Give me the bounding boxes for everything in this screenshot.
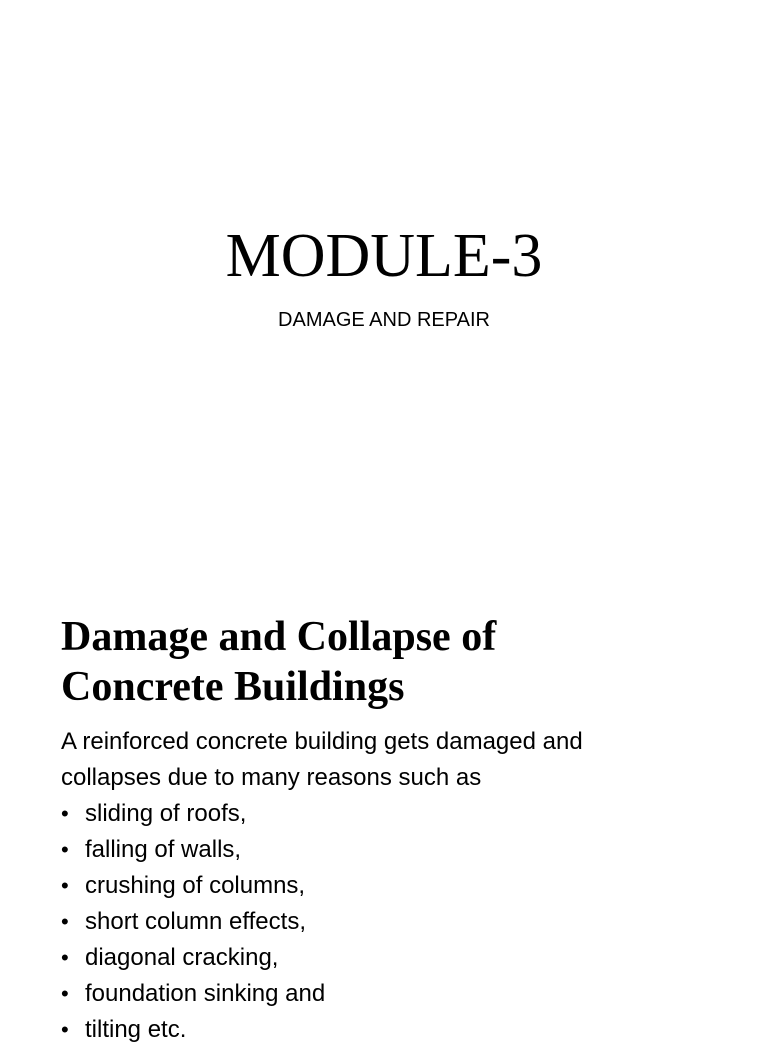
module-subtitle: DAMAGE AND REPAIR <box>278 309 490 331</box>
list-item <box>61 832 741 868</box>
list-item-text: foundation sinking and <box>85 980 326 1007</box>
reasons-list <box>61 796 741 1048</box>
list-item <box>61 796 741 832</box>
content-title-line-2: Concrete Buildings <box>61 664 405 710</box>
module-title: MODULE-3 <box>225 222 543 290</box>
list-item-text: crushing of columns, <box>85 872 306 899</box>
list-item-text: short column effects, <box>85 908 306 935</box>
content-title-line-1: Damage and Collapse of <box>61 614 497 660</box>
intro-line-2: collapses due to many reasons such as <box>61 764 482 791</box>
content-body <box>61 724 741 1048</box>
bullet-icon: • <box>61 801 69 826</box>
bullet-icon: • <box>61 945 69 970</box>
list-item-text: sliding of roofs, <box>85 800 247 827</box>
bullet-icon: • <box>61 873 69 898</box>
list-item-text: falling of walls, <box>85 836 242 863</box>
list-item <box>61 976 741 1012</box>
bullet-icon: • <box>61 1017 69 1042</box>
bullet-icon: • <box>61 909 69 934</box>
intro-line-1: A reinforced concrete building gets damaged and <box>61 728 583 755</box>
list-item <box>61 1012 741 1048</box>
bullet-icon: • <box>61 981 69 1006</box>
list-item-text: diagonal cracking, <box>85 944 279 971</box>
list-item <box>61 940 741 976</box>
list-item <box>61 904 741 940</box>
list-item-text: tilting etc. <box>85 1016 187 1043</box>
slide-content <box>0 576 768 1043</box>
list-item <box>61 868 741 904</box>
content-title <box>61 612 741 712</box>
bullet-icon: • <box>61 837 69 862</box>
